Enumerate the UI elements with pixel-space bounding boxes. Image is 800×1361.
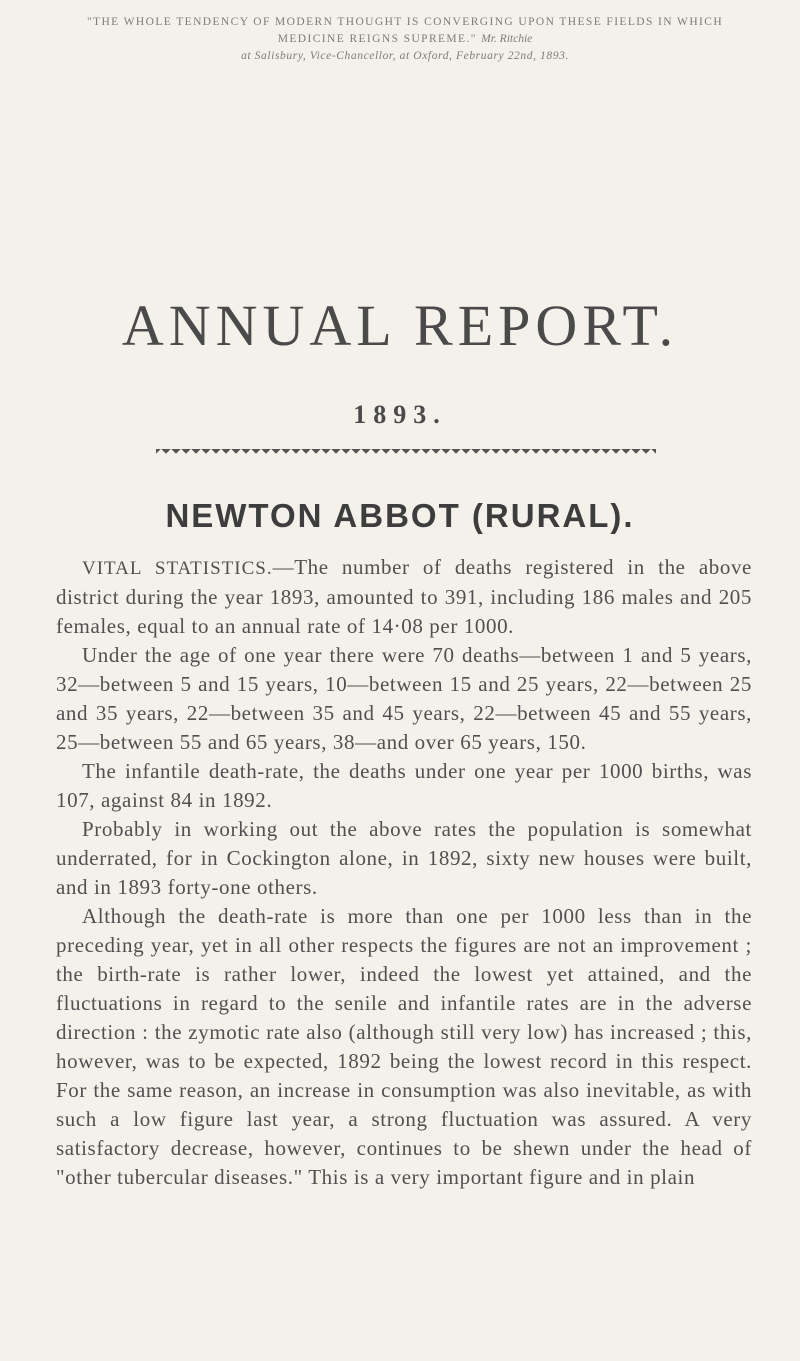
paragraph-age-deaths: Under the age of one year there were 70 deaths—between 1 and 5 years, 32—between 5 and 15 years, 10—between 15 and 25 years, 22—between 25 and 35 years, 22—between 35 and 45 years, 22—between 45 and 55 years, 25—between 55 and 65 years, 38—and over 65 years, 150. [56, 643, 752, 754]
paragraph-population: Probably in working out the above rates the population is somewhat underrated, for in Cockington alone, in 1892, sixty new houses were built, and in 1893 forty-one others. [56, 817, 752, 899]
paragraph-vital-statistics [56, 553, 752, 641]
epigraph [60, 14, 750, 65]
paragraph-infantile-rate: The infantile death-rate, the deaths under one year per 1000 births, was 107, against 84 in 1892. [56, 759, 752, 812]
ornament-divider [156, 449, 656, 458]
paragraph-death-rate-analysis: Although the death-rate is more than one per 1000 less than in the preceding year, yet in all other respects the figures are not an improvement ; the birth-rate is rather lower, indeed the lowest yet attained, and the fluctuations in regard to the senile and infantile rates are in the adverse direction : the zymotic rate also (although still very low) has increased ; this, however, was to be expected, 1892 being the lowest record in this respect. For the same reason, an increase in consumption was also inevitable, as with such a low figure last year, a strong fluctuation was assured. A very satisfactory decrease, however, continues to be shewn under the head of "other tubercular diseases." This is a very important figure and in plain [56, 904, 752, 1189]
paragraph-text: —The number of deaths registered in the above district during the year 1893, amounted to 391, including 186 males and 205 females, equal to an annual rate of 14·08 per 1000. [56, 555, 752, 638]
report-title: ANNUAL REPORT. [121, 293, 679, 358]
report-body [56, 553, 752, 1192]
district-subtitle: NEWTON ABBOT (RURAL). [165, 497, 635, 534]
section-heading: VITAL STATISTICS. [82, 558, 273, 579]
epigraph-quote: "THE WHOLE TENDENCY OF MODERN THOUGHT IS CONVERGING UPON THESE FIELDS IN WHICH MEDICINE REIGNS SUPREME." [86, 16, 724, 45]
epigraph-author: Mr. Ritchie [481, 33, 533, 45]
epigraph-source: at Salisbury, Vice-Chancellor, at Oxford, February 22nd, 1893. [241, 50, 569, 62]
report-year: 1893. [353, 400, 447, 429]
